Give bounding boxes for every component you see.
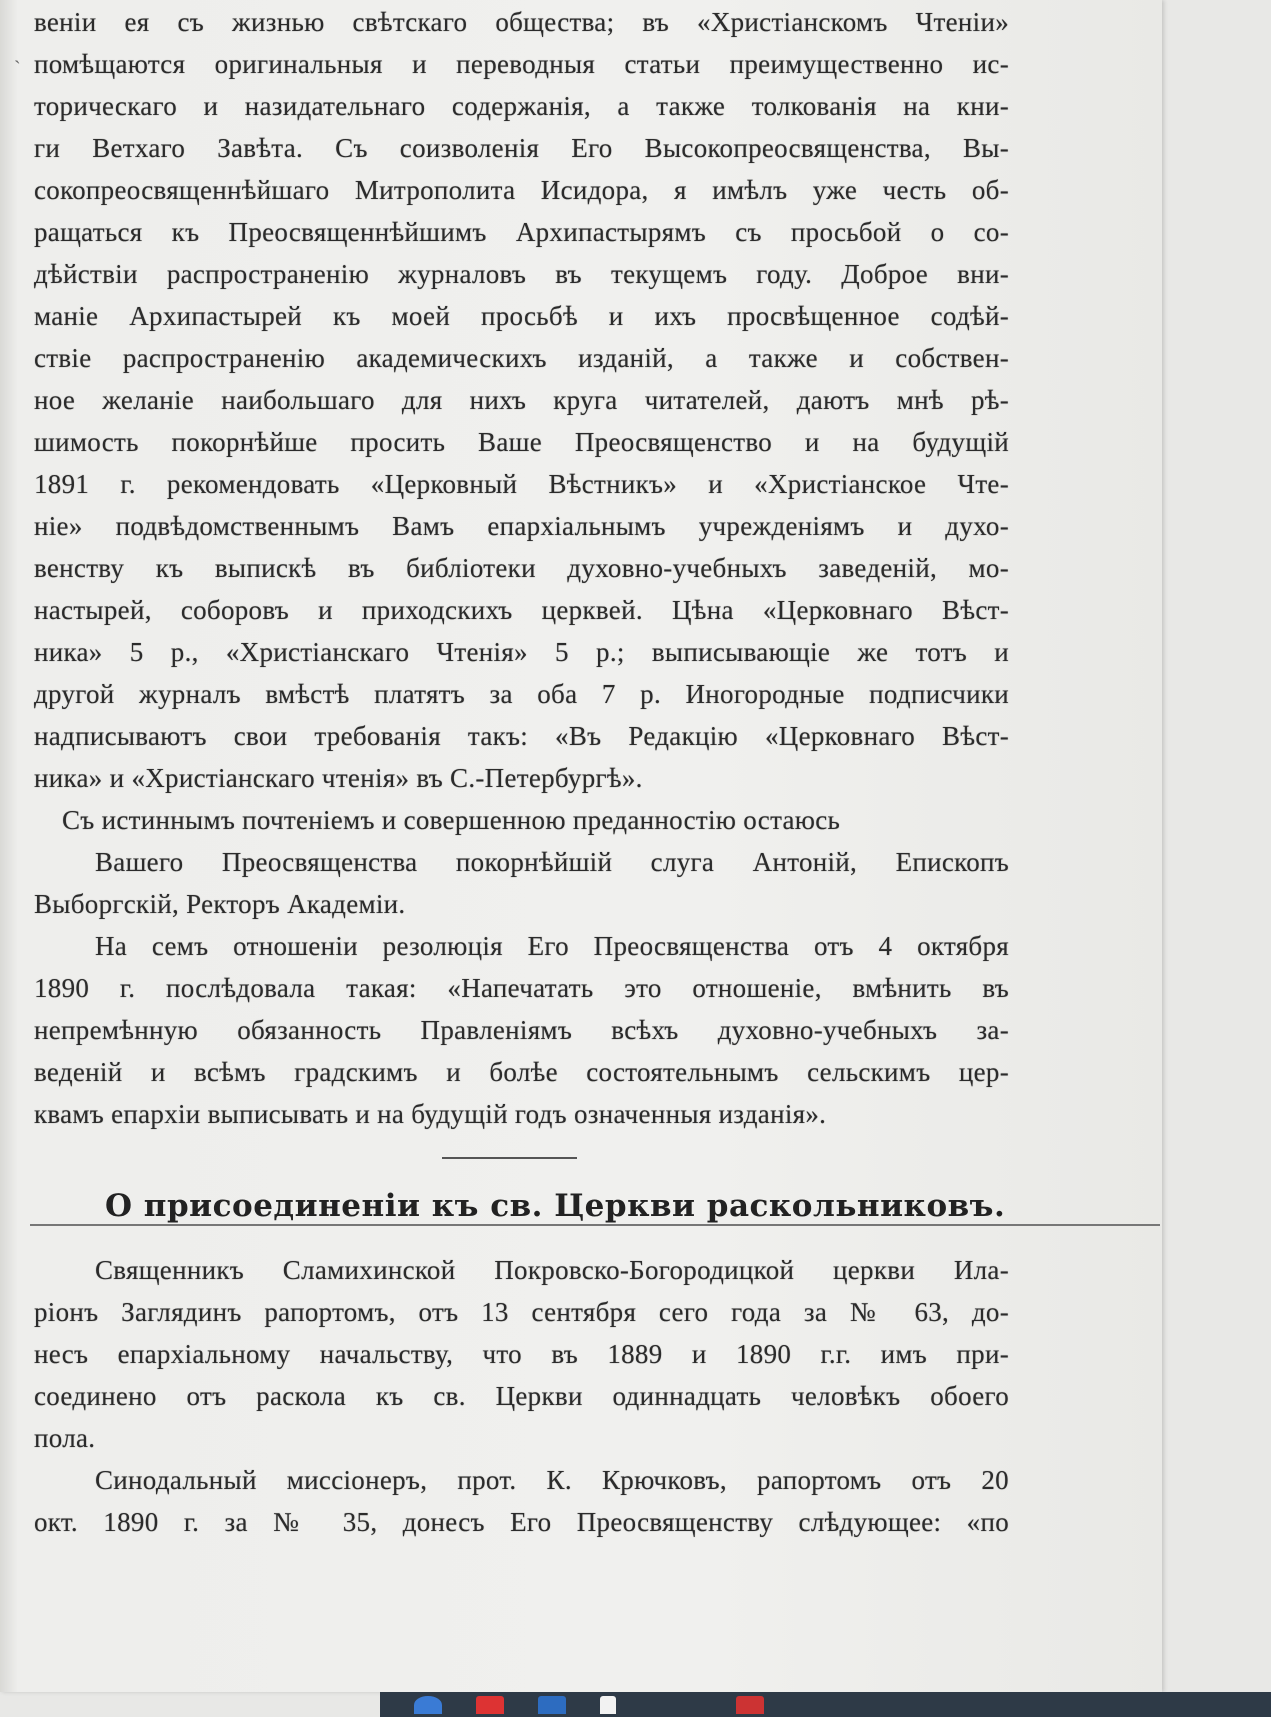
- section-line: ріонъ Заглядинъ рапортомъ, отъ 13 сентября сего года за № 63, до-: [34, 1297, 1009, 1327]
- text-line: 1891 г. рекомендовать «Церковный Вѣстникъ» и «Христіанское Чте-: [34, 469, 1009, 499]
- closing-line: Съ истиннымъ почтеніемъ и совершенною преданностію остаюсь: [62, 805, 841, 835]
- margin-mark: ˎ: [14, 40, 21, 64]
- app-icon-red[interactable]: [476, 1696, 504, 1714]
- text-line: надписываютъ свои требованія такъ: «Въ Редакцію «Церковнаго Вѣст-: [34, 721, 1009, 751]
- text-line: ствіе распространенію академическихъ изданій, а также и собствен-: [34, 343, 1009, 373]
- section-line: соединено отъ раскола къ св. Церкви одиннадцать человѣкъ обоего: [34, 1381, 1009, 1411]
- app-icon-white[interactable]: [600, 1696, 616, 1714]
- section-line: пола.: [34, 1423, 96, 1453]
- section-separator: [442, 1157, 577, 1159]
- resolution-line: веденій и всѣмъ градскимъ и болѣе состоятельнымъ сельскимъ цер-: [34, 1057, 1009, 1087]
- report-line: окт. 1890 г. за № 35, донесъ Его Преосвященству слѣдующее: «по: [34, 1507, 1009, 1537]
- app-icon-blue[interactable]: [538, 1696, 566, 1714]
- section-line: Священникъ Сламихинской Покровско-Богородицкой церкви Ила-: [95, 1255, 1009, 1285]
- text-line: ги Ветхаго Завѣта. Съ соизволенія Его Высокопреосвященства, Вы-: [34, 133, 1009, 163]
- text-line: ніе» подвѣдомственнымъ Вамъ епархіальнымъ учрежденіямъ и духо-: [34, 511, 1009, 541]
- section-title: О присоединеніи къ св. Церкви раскольниковъ.: [105, 1188, 1006, 1224]
- signature-line: Выборгскій, Ректоръ Академіи.: [34, 889, 406, 919]
- text-line: шимость покорнѣйше просить Ваше Преосвященство и на будущій: [34, 427, 1009, 457]
- text-line: ника» и «Христіанскаго чтенія» въ С.-Петербургѣ».: [34, 763, 643, 793]
- report-line: Синодальный миссіонеръ, прот. К. Крючковъ, рапортомъ отъ 20: [95, 1465, 1009, 1495]
- resolution-line: квамъ епархіи выписывать и на будущій годъ означенныя изданія».: [34, 1099, 827, 1129]
- text-line: помѣщаются оригинальныя и переводныя статьи преимущественно ис-: [34, 49, 1009, 79]
- text-line: торическаго и назидательнаго содержанія, а также толкованія на кни-: [34, 91, 1009, 121]
- signature-line: Вашего Преосвященства покорнѣйшій слуга Антоній, Епископъ: [95, 847, 1009, 877]
- text-line: настырей, соборовъ и приходскихъ церквей. Цѣна «Церковнаго Вѣст-: [34, 595, 1009, 625]
- browser-icon[interactable]: [414, 1696, 442, 1714]
- app-icon-red-2[interactable]: [736, 1696, 764, 1714]
- resolution-line: непремѣнную обязанность Правленіямъ всѣхъ духовно-учебныхъ за-: [34, 1015, 1009, 1045]
- text-line: дѣйствіи распространенію журналовъ въ текущемъ году. Доброе вни-: [34, 259, 1009, 289]
- taskbar: [380, 1692, 1271, 1717]
- page-fold-line: [30, 1224, 1160, 1226]
- text-line: ника» 5 р., «Христіанскаго Чтенія» 5 р.; выписывающіе же тотъ и: [34, 637, 1009, 667]
- text-line: венству къ выпискѣ въ библіотеки духовно-учебныхъ заведеній, мо-: [34, 553, 1009, 583]
- section-line: несъ епархіальному начальству, что въ 1889 и 1890 г.г. имъ при-: [34, 1339, 1009, 1369]
- resolution-line: На семъ отношеніи резолюція Его Преосвященства отъ 4 октября: [95, 931, 1009, 961]
- text-line: ращаться къ Преосвященнѣйшимъ Архипастырямъ съ просьбой о со-: [34, 217, 1009, 247]
- text-line: маніе Архипастырей къ моей просьбѣ и ихъ просвѣщенное содѣй-: [34, 301, 1009, 331]
- text-line: ное желаніе наибольшаго для нихъ круга читателей, даютъ мнѣ рѣ-: [34, 385, 1009, 415]
- text-line: сокопреосвященнѣйшаго Митрополита Исидора, я имѣлъ уже честь об-: [34, 175, 1009, 205]
- resolution-line: 1890 г. послѣдовала такая: «Напечатать это отношеніе, вмѣнить въ: [34, 973, 1009, 1003]
- text-line: веніи ея съ жизнью свѣтскаго общества; въ «Христіанскомъ Чтеніи»: [34, 7, 1009, 37]
- text-line: другой журналъ вмѣстѣ платятъ за оба 7 р. Иногородные подписчики: [34, 679, 1009, 709]
